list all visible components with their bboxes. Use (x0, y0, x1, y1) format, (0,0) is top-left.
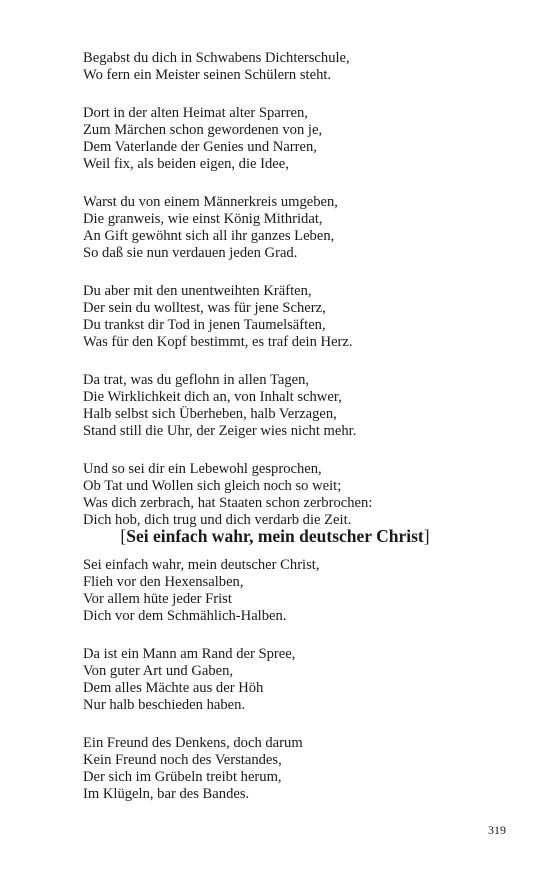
verse-line: Stand still die Uhr, der Zeiger wies nicht mehr. (83, 423, 357, 439)
verse-line: Halb selbst sich Überheben, halb Verzagen, (83, 406, 337, 422)
title-open-bracket: [ (120, 526, 127, 546)
page-number: 319 (488, 823, 506, 837)
verse-line: Wo fern ein Meister seinen Schülern steht. (83, 67, 332, 83)
stanza (83, 283, 503, 351)
verse-line: Flieh vor den Hexensalben, (83, 574, 244, 590)
verse-line: Ein Freund des Denkens, doch darum (83, 735, 303, 751)
verse-line: Dort in der alten Heimat alter Sparren, (83, 105, 308, 121)
verse-line: Weil fix, als beiden eigen, die Idee, (83, 156, 289, 172)
verse-line: An Gift gewöhnt sich all ihr ganzes Leben, (83, 228, 335, 244)
verse-line: Nur halb beschieden haben. (83, 697, 246, 713)
verse-line: Vor allem hüte jeder Frist (83, 591, 232, 607)
verse-line: Dich vor dem Schmählich-Halben. (83, 608, 287, 624)
verse-line: Der sein du wolltest, was für jene Scherz, (83, 300, 326, 316)
verse-line: Im Klügeln, bar des Bandes. (83, 786, 250, 802)
poem-body (83, 557, 503, 824)
verse-line: Dem Vaterlande der Genies und Narren, (83, 139, 317, 155)
verse-line: Sei einfach wahr, mein deutscher Christ, (83, 557, 320, 573)
stanza (83, 372, 503, 440)
verse-line: Die Wirklichkeit dich an, von Inhalt schwer, (83, 389, 342, 405)
verse-line: Die granweis, wie einst König Mithridat, (83, 211, 323, 227)
poem-title (0, 525, 550, 547)
title-close-bracket: ] (423, 526, 430, 546)
stanza (83, 461, 503, 529)
verse-line: Dich hob, dich trug und dich verdarb die Zeit. (83, 512, 352, 528)
verse-line: Warst du von einem Männerkreis umgeben, (83, 194, 338, 210)
stanza (83, 50, 503, 84)
stanza (83, 735, 503, 803)
title-text: Sei einfach wahr, mein deutscher Christ (126, 526, 424, 546)
verse-line: Und so sei dir ein Lebewohl gesprochen, (83, 461, 322, 477)
verse-line: Dem alles Mächte aus der Höh (83, 680, 264, 696)
stanza (83, 194, 503, 262)
verse-line: Von guter Art und Gaben, (83, 663, 234, 679)
verse-line: Ob Tat und Wollen sich gleich noch so weit; (83, 478, 342, 494)
verse-line: Du aber mit den unentweihten Kräften, (83, 283, 312, 299)
verse-line: Was dich zerbrach, hat Staaten schon zerbrochen: (83, 495, 373, 511)
verse-line: Der sich im Grübeln treibt herum, (83, 769, 282, 785)
verse-line: Da trat, was du geflohn in allen Tagen, (83, 372, 310, 388)
stanza (83, 105, 503, 173)
verse-line: So daß sie nun verdauen jeden Grad. (83, 245, 298, 261)
verse-line: Begabst du dich in Schwabens Dichterschule, (83, 50, 350, 66)
verse-line: Da ist ein Mann am Rand der Spree, (83, 646, 296, 662)
verse-line: Du trankst dir Tod in jenen Taumelsäften, (83, 317, 326, 333)
verse-line: Kein Freund noch des Verstandes, (83, 752, 282, 768)
stanza (83, 557, 503, 625)
poem-continuation (83, 50, 503, 550)
stanza (83, 646, 503, 714)
verse-line: Zum Märchen schon gewordenen von je, (83, 122, 323, 138)
verse-line: Was für den Kopf bestimmt, es traf dein Herz. (83, 334, 353, 350)
